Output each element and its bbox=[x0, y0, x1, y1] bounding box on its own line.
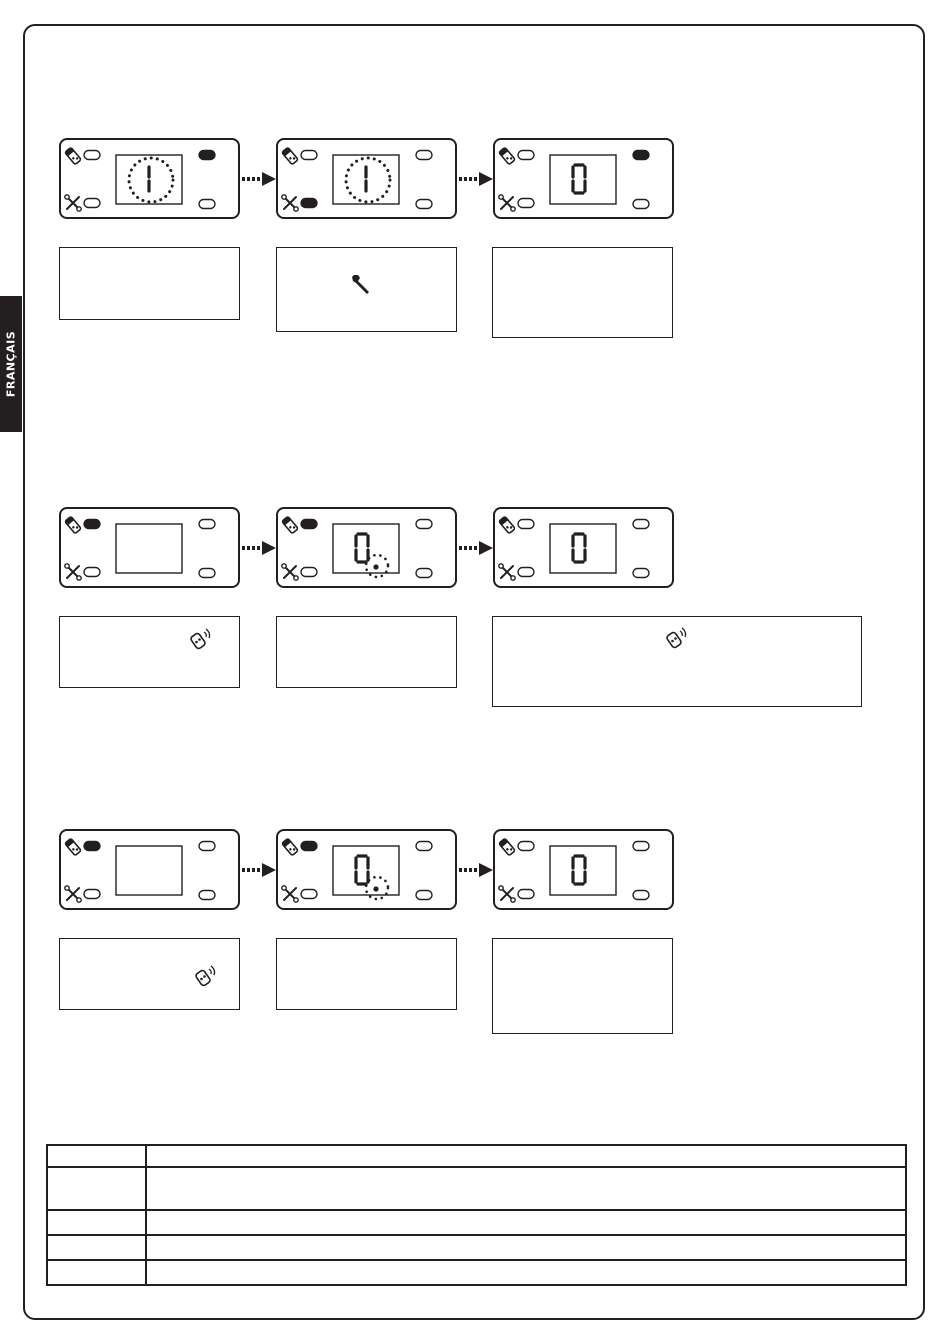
led-on bbox=[301, 199, 317, 208]
wrench-icon bbox=[282, 886, 298, 902]
led-off bbox=[199, 569, 215, 578]
arrow-right-icon bbox=[240, 861, 278, 879]
control-panel-r2-1 bbox=[59, 507, 240, 588]
display-window bbox=[550, 846, 616, 895]
instruction-box-r1-1 bbox=[59, 247, 240, 320]
led-on bbox=[301, 520, 317, 529]
panel-graphic bbox=[495, 831, 676, 912]
language-tab-label: FRANÇAIS bbox=[4, 330, 18, 398]
table-cell bbox=[47, 1235, 146, 1260]
led-on bbox=[633, 151, 649, 160]
led-off bbox=[301, 568, 317, 577]
led-off bbox=[416, 200, 432, 209]
remote-icon bbox=[499, 838, 515, 855]
arrow-right-icon bbox=[240, 539, 278, 557]
led-off bbox=[518, 199, 534, 208]
arrow-right-icon bbox=[457, 539, 495, 557]
table-cell bbox=[47, 1260, 146, 1285]
led-off bbox=[633, 842, 649, 851]
led-off bbox=[199, 200, 215, 209]
led-off bbox=[416, 569, 432, 578]
wrench-icon bbox=[65, 564, 81, 580]
display-window bbox=[550, 155, 616, 204]
table-row bbox=[47, 1235, 906, 1260]
remote-icon bbox=[499, 147, 515, 164]
table-row bbox=[47, 1210, 906, 1235]
wrench-icon bbox=[282, 195, 298, 211]
arrow-right-icon bbox=[457, 861, 495, 879]
led-off bbox=[416, 891, 432, 900]
remote-icon bbox=[65, 516, 81, 533]
decimal-dot bbox=[373, 564, 378, 569]
remote-icon bbox=[666, 625, 690, 649]
wrench-icon bbox=[499, 564, 515, 580]
control-panel-r1-3 bbox=[493, 138, 674, 219]
remote-icon bbox=[282, 516, 298, 533]
wrench-icon bbox=[282, 564, 298, 580]
instruction-box-r1-2 bbox=[276, 247, 457, 332]
panel-graphic bbox=[495, 140, 676, 221]
table-cell bbox=[146, 1260, 906, 1285]
led-off bbox=[416, 151, 432, 160]
display-window bbox=[116, 524, 182, 573]
table-cell bbox=[146, 1145, 906, 1167]
led-off bbox=[84, 199, 100, 208]
control-panel-r2-2 bbox=[276, 507, 457, 588]
led-off bbox=[416, 842, 432, 851]
arrow-right-icon bbox=[240, 170, 278, 188]
led-on bbox=[199, 151, 215, 160]
led-off bbox=[416, 520, 432, 529]
led-off bbox=[633, 569, 649, 578]
led-off bbox=[301, 151, 317, 160]
led-off bbox=[84, 151, 100, 160]
led-off bbox=[518, 151, 534, 160]
table-cell bbox=[47, 1210, 146, 1235]
instruction-box-r3-1 bbox=[59, 938, 240, 1010]
display-window bbox=[550, 524, 616, 573]
table-row bbox=[47, 1260, 906, 1285]
remote-icon bbox=[282, 147, 298, 164]
led-on bbox=[301, 842, 317, 851]
control-panel-r3-3 bbox=[493, 829, 674, 910]
wrench-icon bbox=[499, 886, 515, 902]
table-cell bbox=[47, 1145, 146, 1167]
remote-icon bbox=[195, 963, 219, 987]
remote-icon bbox=[65, 147, 81, 164]
led-off bbox=[633, 520, 649, 529]
display-window bbox=[116, 846, 182, 895]
instruction-box-r3-3 bbox=[492, 938, 673, 1034]
led-off bbox=[518, 842, 534, 851]
led-off bbox=[84, 568, 100, 577]
table-cell bbox=[146, 1210, 906, 1235]
remote-icon bbox=[65, 838, 81, 855]
remote-icon bbox=[190, 626, 214, 650]
panel-graphic bbox=[278, 509, 459, 590]
arrow-right-icon bbox=[457, 170, 495, 188]
control-panel-r2-3 bbox=[493, 507, 674, 588]
led-off bbox=[199, 891, 215, 900]
table-cell bbox=[146, 1167, 906, 1210]
led-off bbox=[518, 568, 534, 577]
led-off bbox=[518, 890, 534, 899]
wrench-icon bbox=[65, 886, 81, 902]
led-on bbox=[84, 842, 100, 851]
panel-graphic bbox=[61, 831, 242, 912]
led-off bbox=[199, 842, 215, 851]
led-off bbox=[84, 890, 100, 899]
instruction-box-r2-3 bbox=[492, 616, 862, 707]
instruction-box-r3-2 bbox=[276, 938, 457, 1010]
language-tab bbox=[0, 296, 22, 432]
panel-graphic bbox=[278, 140, 459, 221]
led-off bbox=[633, 200, 649, 209]
panel-graphic bbox=[61, 509, 242, 590]
wrench-icon bbox=[499, 195, 515, 211]
led-on bbox=[84, 520, 100, 529]
table-row bbox=[47, 1145, 906, 1167]
instruction-box-r1-3 bbox=[492, 247, 673, 338]
wrench-icon bbox=[351, 273, 373, 295]
table-cell bbox=[47, 1167, 146, 1210]
control-panel-r3-2 bbox=[276, 829, 457, 910]
instruction-box-r2-2 bbox=[276, 616, 457, 688]
control-panel-r1-1 bbox=[59, 138, 240, 219]
decimal-dot bbox=[373, 886, 378, 891]
led-off bbox=[199, 520, 215, 529]
remote-icon bbox=[282, 838, 298, 855]
panel-graphic bbox=[495, 509, 676, 590]
panel-graphic bbox=[278, 831, 459, 912]
control-panel-r1-2 bbox=[276, 138, 457, 219]
wrench-icon bbox=[65, 195, 81, 211]
instruction-box-r2-1 bbox=[59, 616, 240, 688]
table-row bbox=[47, 1167, 906, 1210]
control-panel-r3-1 bbox=[59, 829, 240, 910]
led-off bbox=[633, 891, 649, 900]
table-cell bbox=[146, 1235, 906, 1260]
led-off bbox=[518, 520, 534, 529]
panel-graphic bbox=[61, 140, 242, 221]
remote-icon bbox=[499, 516, 515, 533]
led-off bbox=[301, 890, 317, 899]
info-table bbox=[46, 1144, 907, 1286]
